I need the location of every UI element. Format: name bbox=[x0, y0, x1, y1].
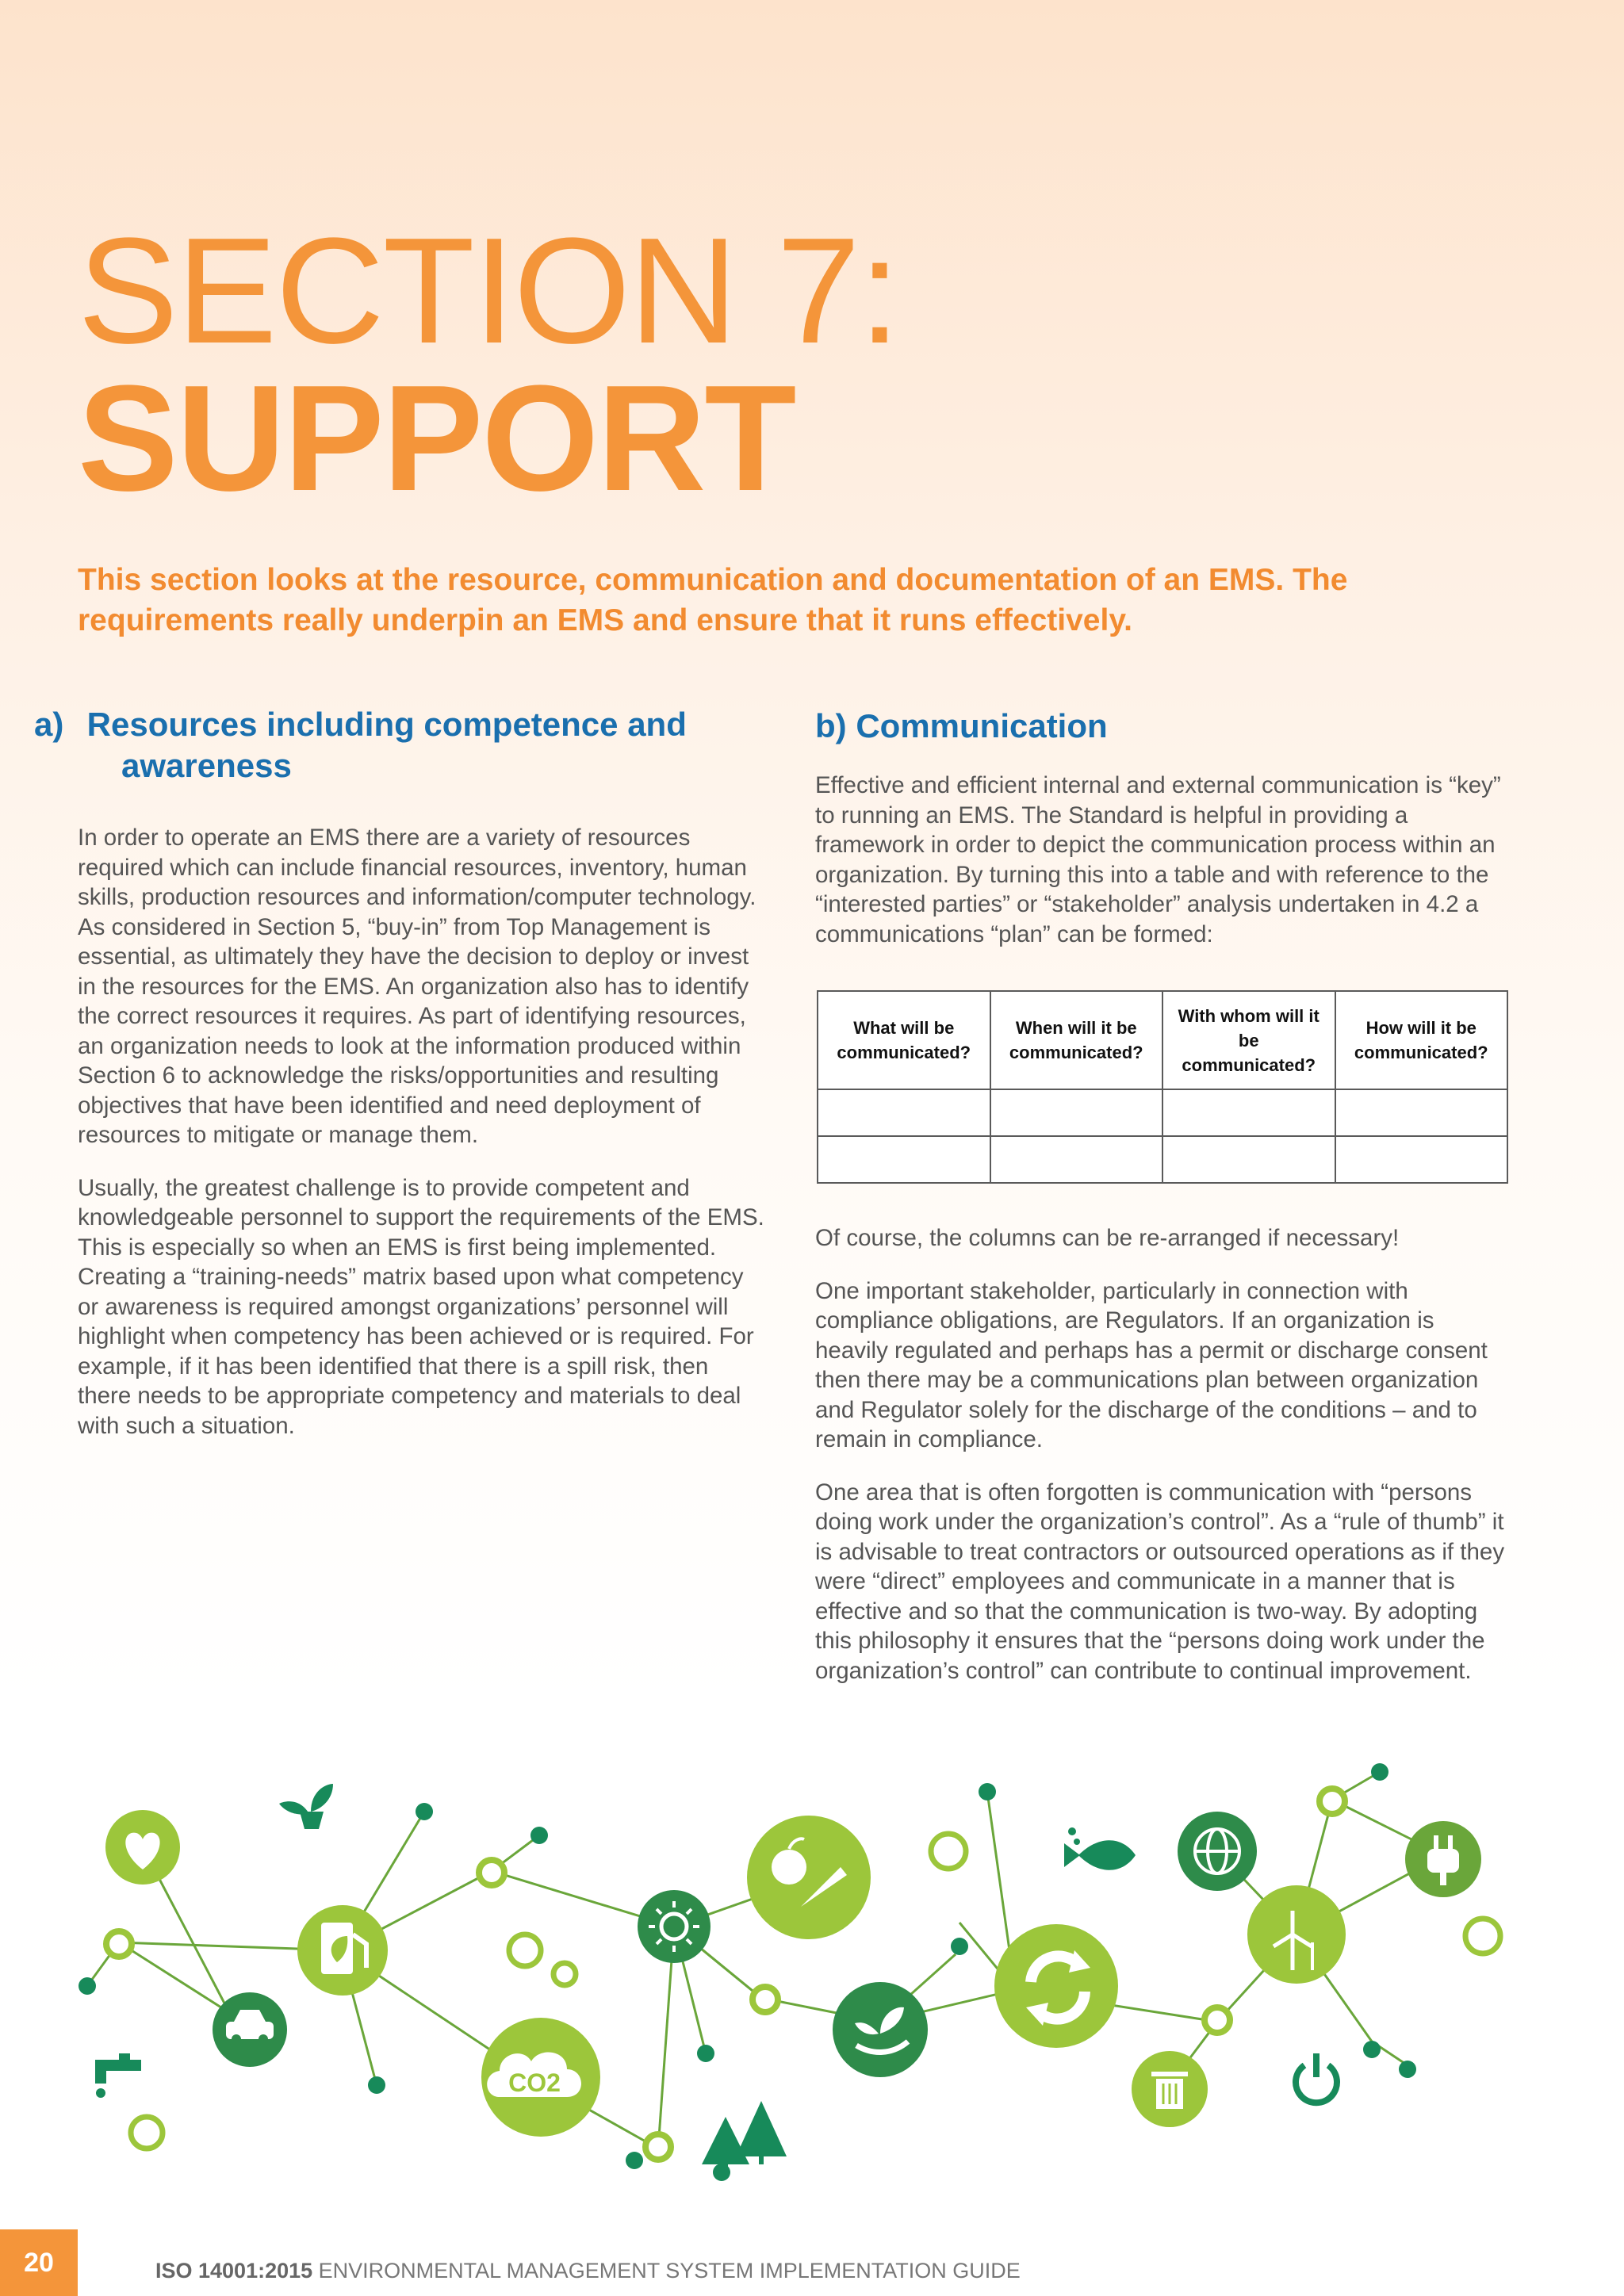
co2-cloud-icon bbox=[481, 2018, 600, 2137]
table-cell bbox=[818, 1089, 990, 1136]
resources-heading: a) Resources including competence and awareness bbox=[34, 706, 687, 784]
page-number: 20 bbox=[0, 2229, 78, 2296]
trees-icon bbox=[702, 2101, 787, 2172]
table-cell bbox=[818, 1136, 990, 1183]
fish-icon bbox=[1064, 1827, 1136, 1870]
heart-leaf-icon bbox=[105, 1810, 180, 1885]
faucet-icon bbox=[95, 2053, 141, 2098]
resources-paragraph-1: In order to operate an EMS there are a variety of resources required which can include financial resources, inventory, human skills, production resources and information/computer technology. As considered in Section 5, “buy-in” from Top Management is essential, as ultimately they have the decision to deploy or invest in the resources for the EMS. An organization also has to identify the correct resources it requires. As part of identifying resources, an organization needs to look at the information produced within Section 6 to acknowledge the risks/opportunities and resulting objectives that have been identified and need deployment of resources to mitigate or manage them. bbox=[78, 825, 756, 1148]
table-header-how: How will it be communicated? bbox=[1335, 991, 1508, 1089]
resources-column bbox=[34, 704, 768, 1441]
footer-title bbox=[155, 2259, 1021, 2283]
globe-icon bbox=[1178, 1812, 1257, 1891]
table-header-what: What will be communicated? bbox=[818, 991, 990, 1089]
table-row bbox=[818, 1089, 1507, 1136]
resources-paragraph-2: Usually, the greatest challenge is to provide competent and knowledgeable personnel to support the requirements of the EMS. This is especially so when an EMS is first being implemented. Creating a “training-needs” matrix based upon what competency or awareness is required amongst organizations’ personnel will highlight when competency has been achieved or is required. For example, if it has been identified that there is a spill risk, then there needs to be appropriate competency and materials to deal with such a situation. bbox=[78, 1174, 764, 1439]
section-title-line1: SECTION 7: bbox=[78, 207, 899, 375]
recycle-icon bbox=[994, 1924, 1118, 2048]
communication-paragraph-1: Of course, the columns can be re-arranged if necessary! bbox=[815, 1225, 1400, 1251]
trash-icon bbox=[1132, 2051, 1208, 2127]
table-cell bbox=[990, 1136, 1163, 1183]
plug-icon bbox=[1405, 1821, 1481, 1897]
co2-label: CO2 bbox=[508, 2068, 561, 2097]
communication-paragraph-3: One area that is often forgotten is communication with “persons doing work under the organization’s control”. As a “rule of thumb” it is advisable to treat contractors or outsourced operations as if they were “direct” employees and communicate in a manner that is effective and so that the communication is two-way. By adopting this philosophy it ensures that the “persons doing work under the organization’s control” can contribute to continual improvement. bbox=[815, 1479, 1505, 1684]
communication-plan-table bbox=[817, 990, 1508, 1184]
table-cell bbox=[990, 1089, 1163, 1136]
sun-icon bbox=[638, 1890, 710, 1963]
communication-paragraph-2: One important stakeholder, particularly in connection with compliance obligations, are Regulators. If an organization is heavily regulated and perhaps has a permit or discharge consent then there may be a communications plan between organization and Regulator solely for the discharge of the conditions – and to remain in compliance. bbox=[815, 1277, 1488, 1452]
section-intro: This section looks at the resource, communication and documentation of an EMS. The requirements really underpin an EMS and ensure that it runs effectively. bbox=[78, 563, 1348, 637]
table-row bbox=[818, 1136, 1507, 1183]
communication-intro-paragraph: Effective and efficient internal and external communication is “key” to running an EMS. The Standard is helpful in providing a framework in order to depict the communication process within an organization. By turning this into a table and with reference to the “interested parties” or “stakeholder” analysis undertaken in 4.2 a communications “plan” can be formed: bbox=[815, 772, 1501, 947]
table-cell bbox=[1335, 1089, 1508, 1136]
table-header-whom: With whom will it be communicated? bbox=[1162, 991, 1335, 1089]
footer-title-rest: ENVIRONMENTAL MANAGEMENT SYSTEM IMPLEMENTATION GUIDE bbox=[312, 2259, 1021, 2283]
communication-heading bbox=[815, 706, 1513, 747]
footer-title-bold: ISO 14001:2015 bbox=[155, 2259, 313, 2283]
table-cell bbox=[1335, 1136, 1508, 1183]
table-header-row bbox=[818, 991, 1507, 1089]
resources-heading-text: Resources including competence and awareness bbox=[86, 706, 687, 784]
table-cell bbox=[1162, 1089, 1335, 1136]
communication-heading-text: Communication bbox=[856, 707, 1108, 744]
wind-turbine-icon bbox=[1247, 1885, 1346, 1984]
table-cell bbox=[1162, 1136, 1335, 1183]
plant-pot-icon bbox=[279, 1784, 333, 1829]
communication-heading-prefix: b) bbox=[815, 707, 847, 744]
environment-network-illustration bbox=[0, 1760, 1624, 2236]
section-title-line2: SUPPORT bbox=[78, 354, 795, 522]
car-icon bbox=[213, 1992, 287, 2067]
fuel-pump-leaf-icon bbox=[297, 1905, 388, 1996]
hand-plant-icon bbox=[833, 1982, 928, 2077]
power-icon bbox=[1296, 2053, 1337, 2103]
apple-carrot-icon bbox=[747, 1816, 871, 1939]
communication-column bbox=[815, 704, 1513, 1686]
table-header-when: When will it be communicated? bbox=[990, 991, 1163, 1089]
